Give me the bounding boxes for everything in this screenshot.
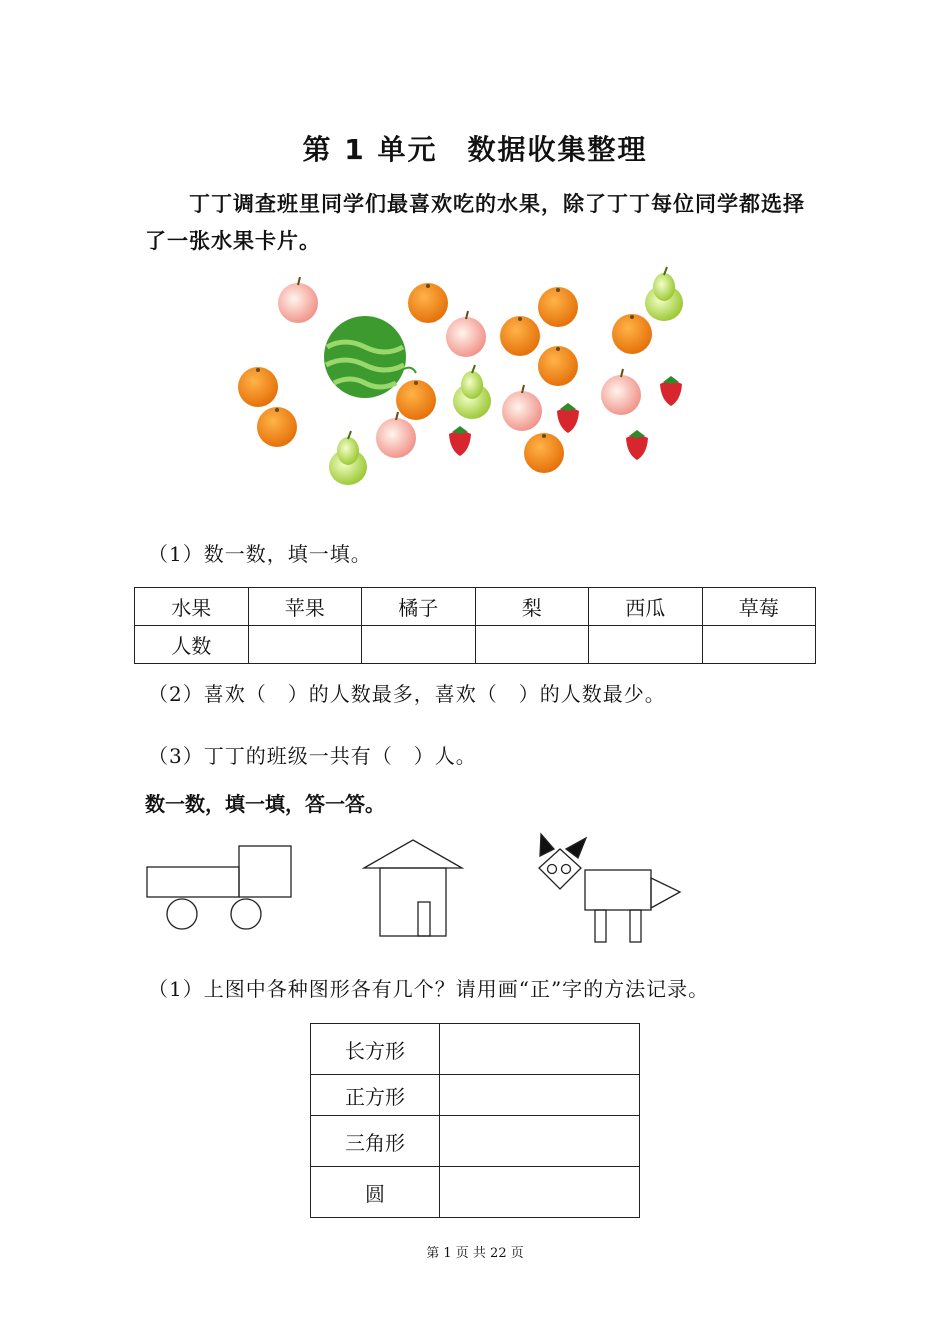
tally-cell[interactable]: [440, 1116, 640, 1167]
shape-label: 正方形: [311, 1075, 440, 1116]
orange-icon: [612, 314, 652, 354]
table-header-cell: 苹果: [248, 588, 362, 626]
shape-question-1: （1）上图中各种图形各有几个？请用画“正”字的方法记录。: [148, 977, 710, 1001]
apple-icon: [502, 385, 542, 431]
apple-icon: [601, 369, 641, 415]
animal-shape: [539, 834, 680, 942]
table-row: [135, 588, 816, 626]
pear-icon: [453, 365, 491, 419]
table-row: [135, 626, 816, 664]
strawberry-icon: [626, 430, 648, 460]
table-row: [311, 1075, 640, 1116]
pear-icon: [645, 267, 683, 321]
question-1: （1）数一数，填一填。: [148, 542, 372, 566]
tally-cell[interactable]: [440, 1024, 640, 1075]
shape-tally-table: [310, 1023, 640, 1218]
table-header-cell: 草莓: [702, 588, 816, 626]
orange-icon: [238, 367, 278, 407]
answer-cell[interactable]: [248, 626, 362, 664]
question-2: （2）喜欢（ ）的人数最多，喜欢（ ）的人数最少。: [148, 682, 666, 706]
pear-icon: [329, 431, 367, 485]
question-3: （3）丁丁的班级一共有（ ）人。: [148, 744, 477, 768]
truck-shape: [147, 846, 291, 929]
table-row: [311, 1024, 640, 1075]
shape-label: 三角形: [311, 1116, 440, 1167]
apple-icon: [278, 277, 318, 323]
table-header-cell: 水果: [135, 588, 249, 626]
fruit-illustration: [230, 265, 700, 490]
tally-cell[interactable]: [440, 1075, 640, 1116]
shapes-figure: [140, 828, 700, 948]
orange-icon: [524, 433, 564, 473]
answer-cell[interactable]: [702, 626, 816, 664]
intro-text: 丁丁调查班里同学们最喜欢吃的水果，除了丁丁每位同学都选择了一张水果卡片。: [145, 192, 805, 253]
strawberry-icon: [557, 403, 579, 433]
orange-icon: [396, 380, 436, 420]
table-header-cell: 梨: [475, 588, 589, 626]
orange-icon: [500, 316, 540, 356]
answer-cell[interactable]: [589, 626, 703, 664]
fruit-count-table: [134, 587, 816, 664]
shape-label: 圆: [311, 1167, 440, 1218]
orange-icon: [538, 346, 578, 386]
table-header-cell: 西瓜: [589, 588, 703, 626]
orange-icon: [538, 287, 578, 327]
orange-icon: [257, 407, 297, 447]
answer-cell[interactable]: [362, 626, 476, 664]
orange-icon: [408, 283, 448, 323]
strawberry-icon: [449, 426, 471, 456]
house-shape: [364, 840, 462, 936]
section-heading: 数一数，填一填，答一答。: [145, 792, 385, 816]
shape-label: 长方形: [311, 1024, 440, 1075]
page-footer: 第 1 页 共 22 页: [426, 1246, 524, 1261]
apple-icon: [446, 311, 486, 357]
strawberry-icon: [660, 376, 682, 406]
table-row: [311, 1116, 640, 1167]
table-row-label: 人数: [135, 626, 249, 664]
tally-cell[interactable]: [440, 1167, 640, 1218]
table-header-cell: 橘子: [362, 588, 476, 626]
answer-cell[interactable]: [475, 626, 589, 664]
table-row: [311, 1167, 640, 1218]
page-title: 第 1 单元 数据收集整理: [302, 133, 648, 166]
